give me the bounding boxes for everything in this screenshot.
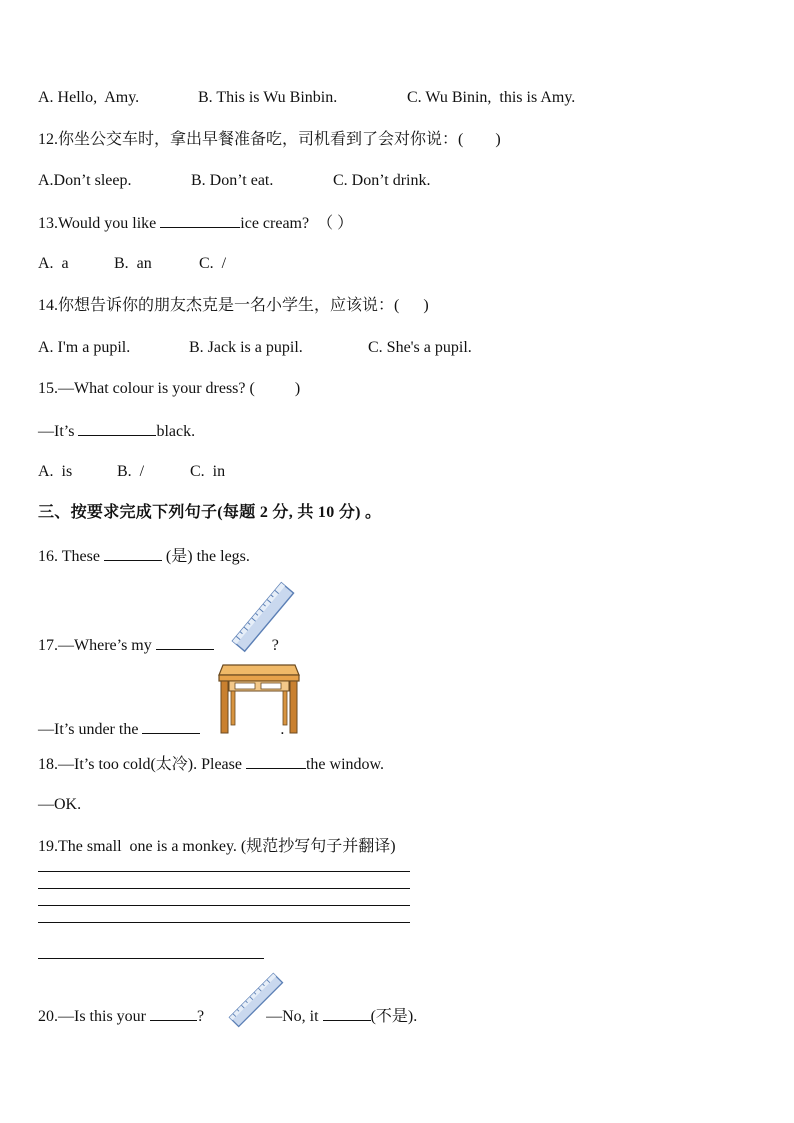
q20-stem [38,1006,417,1027]
q19-writing-line-1[interactable] [38,871,410,872]
q15-option-b: B. / [117,463,145,480]
q19-writing-line-2[interactable] [38,888,410,889]
q19-writing-line-3[interactable] [38,905,410,906]
q18-stem [38,754,384,775]
q17-answer-pre: —It’s under the [38,721,143,738]
q14-option-a: A. I'm a pupil. [38,339,131,356]
q20-reply-post: (不是). [370,1008,418,1025]
q16-text-post: (是) the legs. [161,548,250,565]
q11-option-a: A. Hello, Amy. [38,89,140,106]
q17-answer [38,719,284,740]
q15-stem: 15.—What colour is your dress? ( ) [38,380,301,397]
q14-option-b: B. Jack is a pupil. [189,339,303,356]
q12-stem: 12.你坐公交车时，拿出早餐准备吃，司机看到了会对你说：( ) [38,131,501,148]
q15-answer [38,421,195,442]
q12-option-a: A.Don’t sleep. [38,172,132,189]
q11-option-b: B. This is Wu Binbin. [198,89,338,106]
q13-option-b: B. an [114,255,152,272]
q18-reply: —OK. [38,796,82,813]
q18-text-post: the window. [305,756,385,773]
q17-answer-post: . [280,721,285,738]
q17-text-post: ? [271,637,279,654]
q14-stem: 14.你想告诉你的朋友杰克是一名小学生，应该说：( ) [38,297,429,314]
ruler-icon [231,586,295,648]
q20-blank[interactable] [150,1006,197,1021]
q15-option-a: A. is [38,463,73,480]
section3-heading: 三、按要求完成下列句子(每题 2 分, 共 10 分) 。 [38,504,382,521]
q16-blank[interactable] [104,546,162,561]
q17-blank[interactable] [156,635,214,650]
q15-option-c: C. in [190,463,226,480]
q17-text-pre: 17.—Where’s my [38,637,156,654]
q12-option-b: B. Don’t eat. [191,172,274,189]
q16-stem [38,546,250,567]
q13-stem [38,213,353,234]
q20-reply-blank[interactable] [323,1006,371,1021]
q18-blank[interactable] [246,754,306,769]
q14-option-c: C. She's a pupil. [368,339,472,356]
q13-blank[interactable] [160,213,240,228]
q13-option-a: A. a [38,255,69,272]
q20-reply-pre: —No, it [266,1008,323,1025]
q20-text-pre: 20.—Is this your [38,1008,150,1025]
ruler-icon [230,975,282,1025]
q13-option-c: C. / [199,255,227,272]
q18-text-pre: 18.—It’s too cold(太冷). Please [38,756,246,773]
q17-answer-blank[interactable] [142,719,200,734]
q19-translation-line[interactable] [38,958,264,959]
q13-text-pre: 13.Would you like [38,215,161,232]
q20-text-mid: ? [197,1008,205,1025]
q15-blank[interactable] [78,421,156,436]
q16-text-pre: 16. These [38,548,104,565]
q15-answer-pre: —It’s [38,423,79,440]
q19-stem: 19.The small one is a monkey. (规范抄写句子并翻译) [38,838,396,855]
q12-option-c: C. Don’t drink. [333,172,431,189]
q19-writing-line-4[interactable] [38,922,410,923]
q11-option-c: C. Wu Binin, this is Amy. [407,89,576,106]
q13-text-post: ice cream? （ ） [240,215,354,232]
q15-answer-post: black. [156,423,196,440]
